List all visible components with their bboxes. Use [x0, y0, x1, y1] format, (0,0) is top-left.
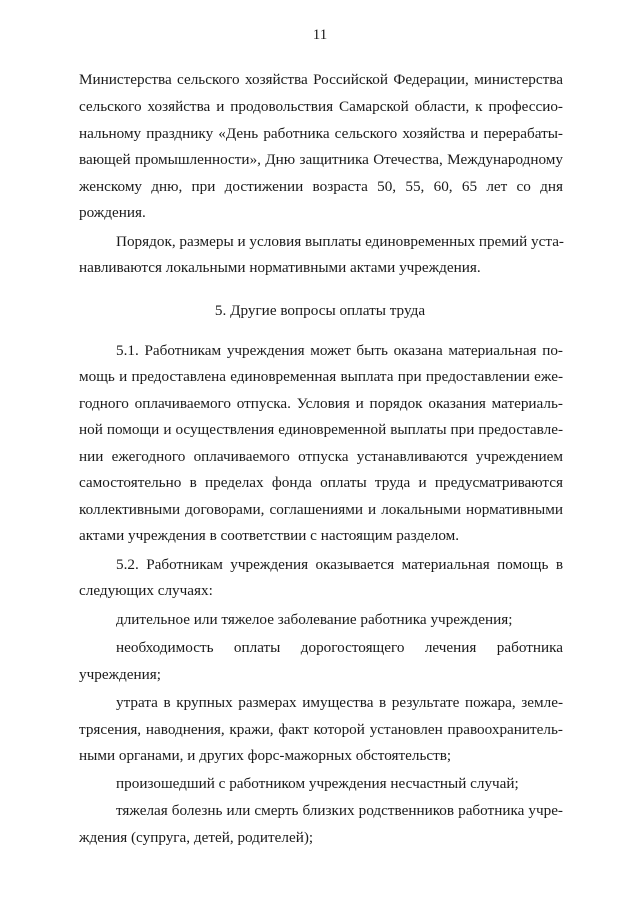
case-line: утрата в крупных размерах имущества в результате пожара, земле-: [116, 694, 563, 711]
case-line: ждения (супруга, детей, родителей);: [79, 829, 314, 846]
paragraph-line: нии ежегодного оплачиваемого отпуска устанавливаются учреждением: [79, 448, 563, 465]
case-line: произошедший с работником учреждения несчастный случай;: [116, 775, 519, 792]
case-line: длительное или тяжелое заболевание работника учреждения;: [116, 611, 513, 628]
paragraph-line: самостоятельно в пределах фонда оплаты труда и предусматриваются: [79, 474, 563, 491]
paragraph-line: 5.1. Работникам учреждения может быть оказана материальная по-: [116, 342, 563, 359]
paragraph-line: ной помощи и осуществления единовременной выплаты при предоставле-: [79, 421, 563, 438]
paragraph-line: годного оплачиваемого отпуска. Условия и порядок оказания материаль-: [79, 395, 563, 412]
case-line: необходимость оплаты дорогостоящего лечения работника: [116, 639, 563, 656]
paragraph-line: рождения.: [79, 204, 146, 221]
paragraph-line: сельского хозяйства и продовольствия Самарской области, к профессио-: [79, 98, 563, 115]
case-line: ными органами, и других форс-мажорных обстоятельств;: [79, 747, 452, 764]
case-line: трясения, наводнения, кражи, факт которой установлен правоохранитель-: [79, 721, 563, 738]
page-number: 11: [312, 27, 328, 43]
paragraph-line: женскому дню, при достижении возраста 50, 55, 60, 65 лет со дня: [79, 178, 563, 195]
paragraph-line: навливаются локальными нормативными актами учреждения.: [79, 259, 481, 276]
paragraph-line: Порядок, размеры и условия выплаты единовременных премий уста-: [116, 233, 564, 250]
paragraph-line: актами учреждения в соответствии с настоящим разделом.: [79, 527, 460, 544]
paragraph-line: 5.2. Работникам учреждения оказывается материальная помощь в: [116, 556, 563, 573]
case-line: учреждения;: [79, 666, 161, 683]
case-line: тяжелая болезнь или смерть близких родственников работника учре-: [116, 802, 563, 819]
paragraph-line: мощь и предоставлена единовременная выплата при предоставлении еже-: [79, 368, 563, 385]
paragraph-line: вающей промышленности», Дню защитника Отечества, Международному: [79, 151, 563, 168]
paragraph-line: нальному празднику «День работника сельского хозяйства и перерабаты-: [79, 125, 563, 142]
paragraph-line: коллективными договорами, соглашениями и локальными нормативными: [79, 501, 563, 518]
paragraph-line: следующих случаях:: [79, 582, 213, 599]
section-heading: 5. Другие вопросы оплаты труда: [214, 302, 426, 319]
paragraph-line: Министерства сельского хозяйства Российской Федерации, министерства: [79, 71, 563, 88]
